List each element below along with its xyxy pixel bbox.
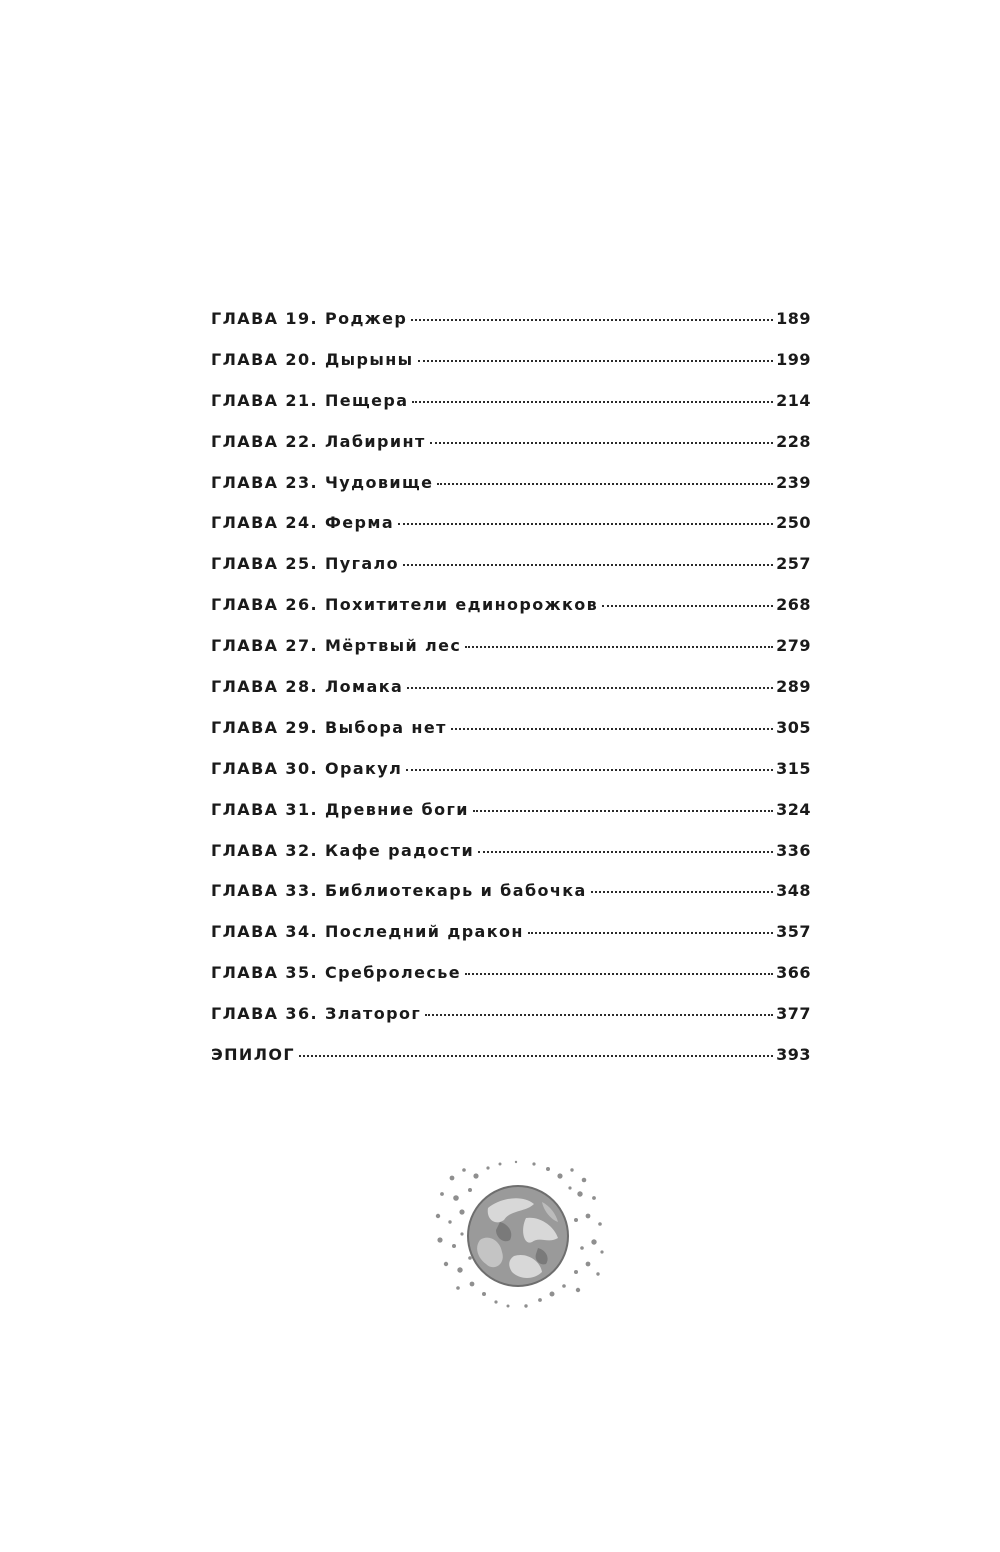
toc-entry-title [211, 1004, 421, 1023]
page-number: 214 [776, 390, 811, 410]
dot-leader [425, 1014, 773, 1016]
toc-entry[interactable] [211, 391, 811, 432]
page-number: 315 [776, 758, 811, 778]
dot-leader [403, 564, 773, 566]
toc-entry[interactable] [211, 841, 811, 882]
page-number: 250 [776, 513, 811, 533]
toc-entry-title [211, 759, 402, 778]
page-number: 199 [776, 349, 811, 369]
toc-entry-title [211, 800, 469, 819]
page-number: 239 [776, 472, 811, 492]
toc-entry[interactable] [211, 350, 811, 391]
chapter-label: ГЛАВА 34. [211, 922, 318, 942]
dot-leader [412, 401, 773, 403]
dot-leader [451, 728, 773, 730]
chapter-name: Чудовище [324, 472, 434, 492]
chapter-name: Златорог [324, 1004, 422, 1024]
chapter-name: Похитители единорожков [324, 595, 599, 615]
page-number: 348 [776, 881, 811, 901]
toc-entry-title [211, 432, 426, 451]
chapter-name: Сребролесье [324, 963, 462, 983]
toc-entry[interactable] [211, 677, 811, 718]
planet-illustration [430, 1160, 610, 1310]
toc-entry-title [211, 718, 447, 737]
toc-entry[interactable] [211, 1004, 811, 1045]
dot-leader [406, 769, 773, 771]
dot-leader [465, 973, 773, 975]
toc-entry-title [211, 350, 414, 369]
chapter-label: ГЛАВА 31. [211, 799, 318, 819]
toc-entry[interactable] [211, 800, 811, 841]
toc-entry-title [211, 595, 598, 614]
toc-entry[interactable] [211, 963, 811, 1004]
page-number: 336 [776, 840, 811, 860]
toc-entry[interactable] [211, 309, 811, 350]
dot-leader [591, 891, 773, 893]
chapter-name: Библиотекарь и бабочка [324, 881, 587, 901]
toc-entry[interactable] [211, 595, 811, 636]
chapter-name: Мёртвый лес [324, 636, 462, 656]
chapter-label: ГЛАВА 28. [211, 677, 318, 697]
toc-entry-title [211, 473, 433, 492]
chapter-label: ГЛАВА 25. [211, 554, 318, 574]
planet-icon [430, 1160, 610, 1310]
chapter-label: ГЛАВА 36. [211, 1004, 318, 1024]
page-number: 305 [776, 717, 811, 737]
dot-leader [411, 319, 773, 321]
toc-entry[interactable] [211, 922, 811, 963]
toc-entry-title [211, 309, 407, 328]
page-number: 366 [776, 963, 811, 983]
chapter-name: Пугало [324, 554, 400, 574]
toc-entry[interactable] [211, 881, 811, 922]
chapter-name: Оракул [324, 758, 403, 778]
chapter-name: Выбора нет [324, 717, 447, 737]
chapter-label: ГЛАВА 33. [211, 881, 318, 901]
chapter-name: Ломака [324, 677, 404, 697]
toc-entry-title [211, 881, 587, 900]
dot-leader [465, 646, 773, 648]
page-number: 189 [776, 309, 811, 328]
dot-leader [418, 360, 774, 362]
dot-leader [437, 483, 773, 485]
chapter-name: Ферма [324, 513, 395, 533]
dot-leader [528, 932, 773, 934]
page-number: 289 [776, 677, 811, 697]
chapter-label: ГЛАВА 27. [211, 636, 318, 656]
chapter-label: ГЛАВА 19. [211, 309, 318, 328]
chapter-name: Кафе радости [324, 840, 475, 860]
chapter-label: ГЛАВА 26. [211, 595, 318, 615]
toc-entry-title [211, 841, 474, 860]
toc-entry-title [211, 677, 403, 696]
dot-leader [398, 523, 773, 525]
chapter-label: ГЛАВА 35. [211, 963, 318, 983]
chapter-name: Роджер [324, 309, 408, 328]
chapter-label: ГЛАВА 20. [211, 349, 318, 369]
chapter-name: Пещера [324, 390, 409, 410]
toc-entry[interactable] [211, 759, 811, 800]
toc-entry[interactable] [211, 718, 811, 759]
toc-entry[interactable] [211, 513, 811, 554]
table-of-contents [211, 309, 811, 1086]
toc-entry-title [211, 513, 394, 532]
chapter-label: ЭПИЛОГ [211, 1045, 296, 1065]
chapter-name: Дырыны [324, 349, 414, 369]
dot-leader [407, 687, 773, 689]
dot-leader [299, 1055, 773, 1057]
chapter-label: ГЛАВА 21. [211, 390, 318, 410]
dot-leader [473, 810, 773, 812]
chapter-label: ГЛАВА 22. [211, 431, 318, 451]
page-number: 279 [776, 636, 811, 656]
page-number: 228 [776, 431, 811, 451]
toc-entry[interactable] [211, 473, 811, 514]
page-number: 268 [776, 595, 811, 615]
toc-entry[interactable] [211, 432, 811, 473]
toc-entry-epilogue[interactable] [211, 1045, 811, 1086]
planet-body [468, 1186, 568, 1286]
toc-entry-title [211, 963, 461, 982]
chapter-name: Древние боги [324, 799, 469, 819]
chapter-name: Лабиринт [324, 431, 426, 451]
chapter-name: Последний дракон [324, 922, 524, 942]
toc-entry-title [211, 1045, 295, 1064]
chapter-label: ГЛАВА 30. [211, 758, 318, 778]
dot-leader [430, 442, 773, 444]
toc-entry-title [211, 922, 524, 941]
toc-entry-title [211, 636, 461, 655]
chapter-label: ГЛАВА 32. [211, 840, 318, 860]
page-number: 257 [776, 554, 811, 574]
toc-entry[interactable] [211, 636, 811, 677]
page-number: 393 [776, 1045, 811, 1065]
toc-entry[interactable] [211, 554, 811, 595]
chapter-label: ГЛАВА 23. [211, 472, 318, 492]
toc-entry-title [211, 391, 408, 410]
chapter-label: ГЛАВА 24. [211, 513, 318, 533]
toc-entry-title [211, 554, 399, 573]
chapter-label: ГЛАВА 29. [211, 717, 318, 737]
dot-leader [602, 605, 773, 607]
page-number: 377 [776, 1004, 811, 1024]
dot-leader [478, 851, 773, 853]
page-number: 324 [776, 799, 811, 819]
page-number: 357 [776, 922, 811, 942]
